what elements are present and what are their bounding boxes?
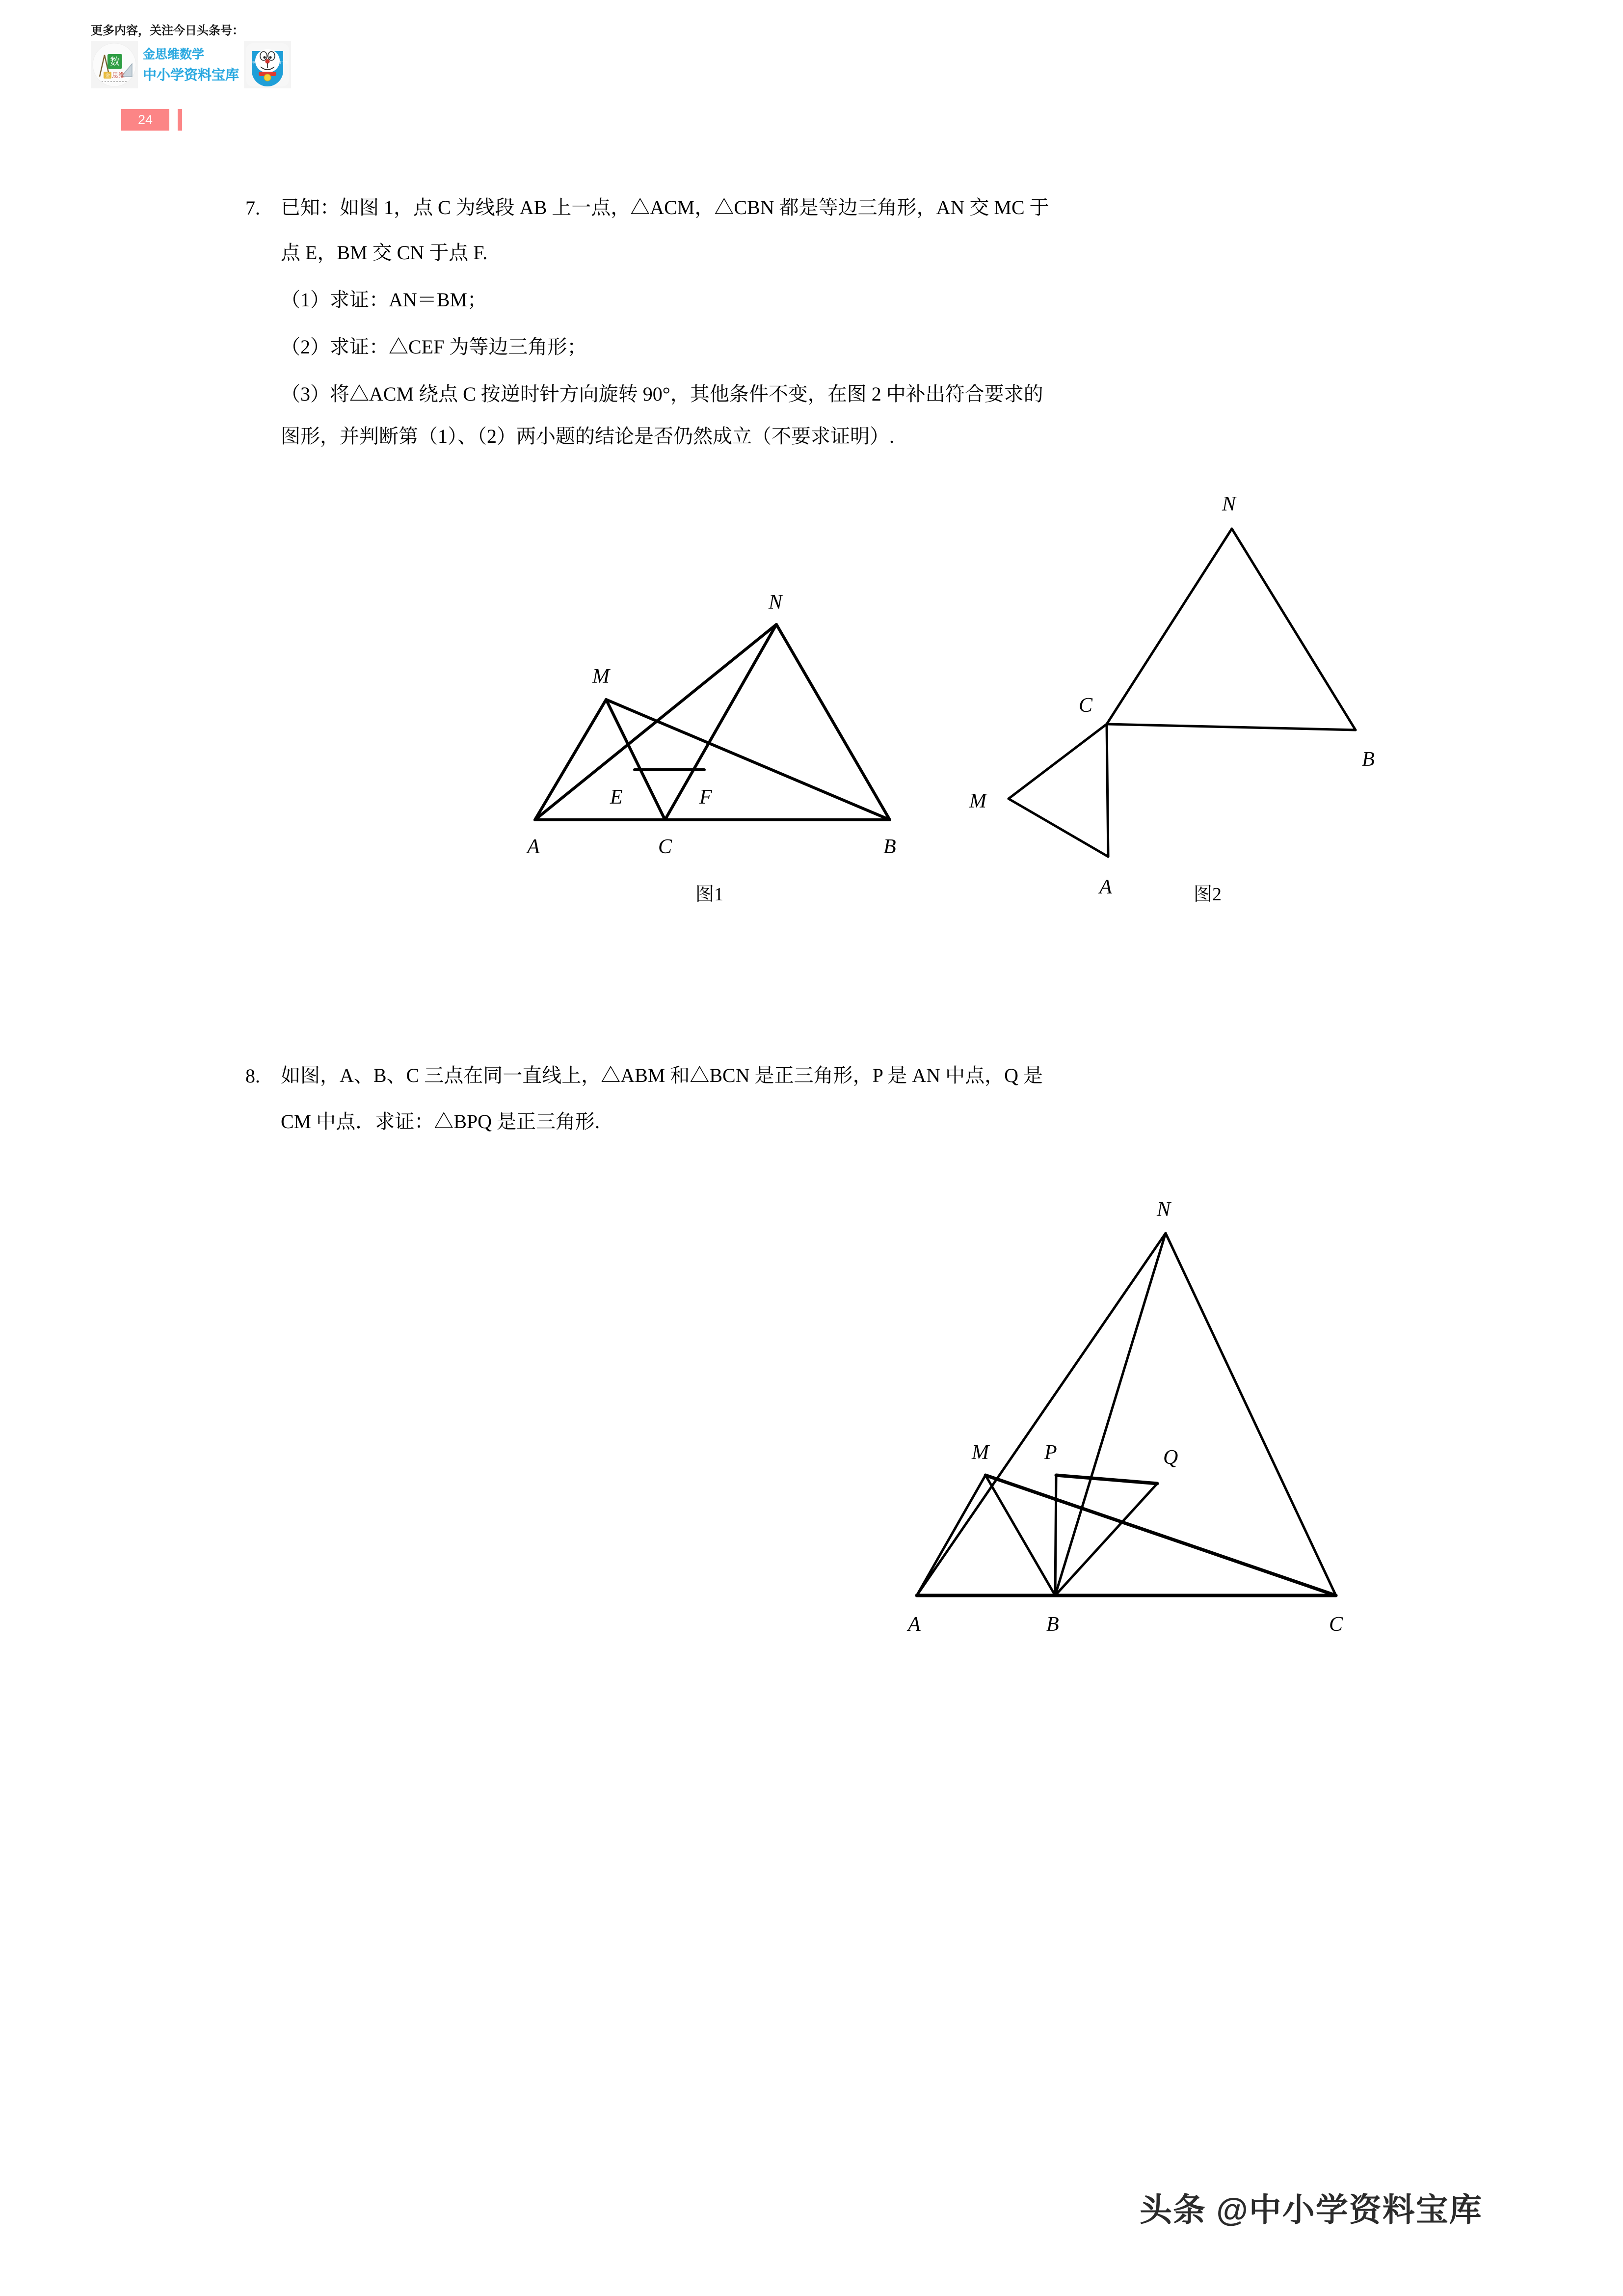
page-number-badge: 24 <box>121 109 169 131</box>
figure-1-label-N: N <box>769 591 783 614</box>
figure-2-label-A: A <box>1099 876 1112 898</box>
promo-brand-line1: 金思维数学 <box>143 48 205 61</box>
svg-text:资料宝库: 资料宝库 <box>274 61 289 65</box>
figure-3-label-N: N <box>1157 1198 1171 1221</box>
watermark: 头条 @中小学资料宝库 <box>1140 2191 1483 2228</box>
figure-1-label-M: M <box>592 665 610 688</box>
svg-text:中小学: 中小学 <box>251 61 262 65</box>
figure-1-label-E: E <box>610 786 623 809</box>
figure-3-label-A: A <box>908 1613 921 1636</box>
figure-3-label-M: M <box>972 1441 989 1464</box>
figure-1-label-F: F <box>699 786 712 809</box>
promo-title: 更多内容，关注今日头条号： <box>91 24 244 37</box>
svg-text:数: 数 <box>110 55 120 67</box>
figure-3-label-Q: Q <box>1163 1446 1178 1469</box>
figure-1-label-C: C <box>658 836 672 858</box>
figure-1-label-A: A <box>527 836 540 858</box>
figure-3-label-B: B <box>1046 1613 1059 1636</box>
figure-2-label-N: N <box>1222 493 1236 515</box>
question-7-number: 7. <box>245 197 260 219</box>
question-7-line-5: （3）将△ACM 绕点 C 按逆时针方向旋转 90°，其他条件不变，在图 2 中补出符合要求的 <box>281 383 1043 405</box>
question-7-line-1: 已知：如图 1，点 C 为线段 AB 上一点，△ACM，△CBN 都是等边三角形，AN 交 MC 于 <box>281 196 1049 218</box>
question-7-line-4: （2）求证：△CEF 为等边三角形； <box>281 336 587 358</box>
question-8-line-1: 如图，A、B、C 三点在同一直线上，△ABM 和△BCN 是正三角形，P 是 AN 中点，Q 是 <box>281 1064 1043 1086</box>
figure-2-label-M: M <box>969 790 986 812</box>
question-7-line-2: 点 E，BM 交 CN 于点 F. <box>281 242 488 264</box>
figure-3-label-C: C <box>1329 1613 1343 1636</box>
figure-3-label-P: P <box>1044 1441 1057 1464</box>
figure-2-label-C: C <box>1079 694 1093 717</box>
question-8-number: 8. <box>245 1065 260 1087</box>
figure-2-label-B: B <box>1362 748 1375 771</box>
promo-brand-line2: 中小学资料宝库 <box>143 67 239 82</box>
figure-1-caption: 图1 <box>695 884 724 905</box>
question-7-line-3: （1）求证：AN＝BM； <box>281 289 487 311</box>
svg-text:思维: 思维 <box>111 72 125 80</box>
question-8-line-2: CM 中点．求证：△BPQ 是正三角形. <box>281 1110 600 1133</box>
svg-text:金: 金 <box>105 73 110 79</box>
question-7-line-6: 图形，并判断第（1）、（2）两小题的结论是否仍然成立（不要求证明）. <box>281 425 894 447</box>
figure-1-label-B: B <box>883 836 896 858</box>
figure-2-caption: 图2 <box>1194 884 1222 905</box>
